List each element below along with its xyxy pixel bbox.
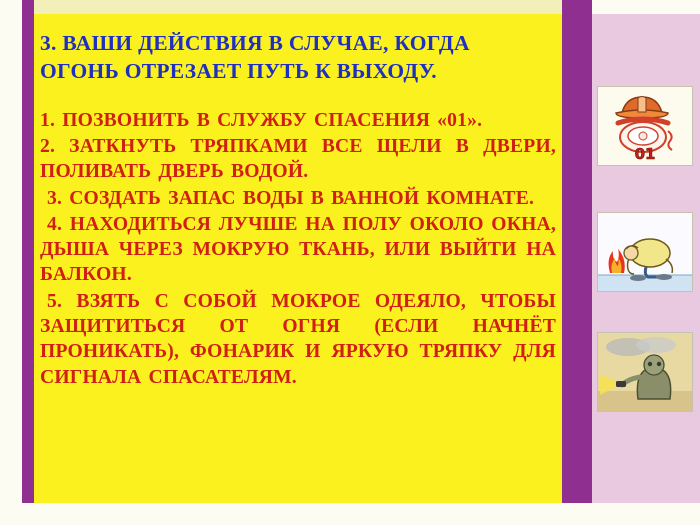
background-band-purple-left	[22, 0, 34, 525]
blanket-escape-illustration	[597, 332, 693, 412]
list-item: 5. ВЗЯТЬ С СОБОЙ МОКРОЕ ОДЕЯЛО, ЧТОБЫ ЗАЩИТИТЬСЯ ОТ ОГНЯ (ЕСЛИ НАЧНЁТ ПРОНИКАТЬ), ФОНАРИК И ЯРКУЮ ТРЯПКУ ДЛЯ СИГНАЛА СПАСАТЕЛЯМ.	[40, 290, 556, 388]
background-band-bottom	[0, 503, 700, 525]
text-block	[38, 24, 558, 391]
background-band-purple-right	[562, 0, 592, 525]
background-band-white-left	[0, 0, 22, 525]
phone-caption: 01	[634, 145, 656, 163]
list-item: 2. ЗАТКНУТЬ ТРЯПКАМИ ВСЕ ЩЕЛИ В ДВЕРИ, ПОЛИВАТЬ ДВЕРЬ ВОДОЙ.	[40, 136, 556, 183]
list-item: 4. НАХОДИТЬСЯ ЛУЧШЕ НА ПОЛУ ОКОЛО ОКНА, ДЫША ЧЕРЕЗ МОКРУЮ ТКАНЬ, ИЛИ ВЫЙТИ НА БАЛКОН.	[40, 213, 556, 286]
sealing-door-illustration	[597, 212, 693, 292]
slide-heading: 3. ВАШИ ДЕЙСТВИЯ В СЛУЧАЕ, КОГДА ОГОНЬ ОТРЕЗАЕТ ПУТЬ К ВЫХОДУ.	[40, 31, 470, 83]
phone-01-illustration	[597, 86, 693, 166]
action-list	[38, 108, 558, 390]
list-item: 1. ПОЗВОНИТЬ В СЛУЖБУ СПАСЕНИЯ «01».	[40, 109, 483, 131]
background-band-white-top	[592, 0, 700, 14]
list-item: 3. СОЗДАТЬ ЗАПАС ВОДЫ В ВАННОЙ КОМНАТЕ.	[47, 187, 535, 209]
